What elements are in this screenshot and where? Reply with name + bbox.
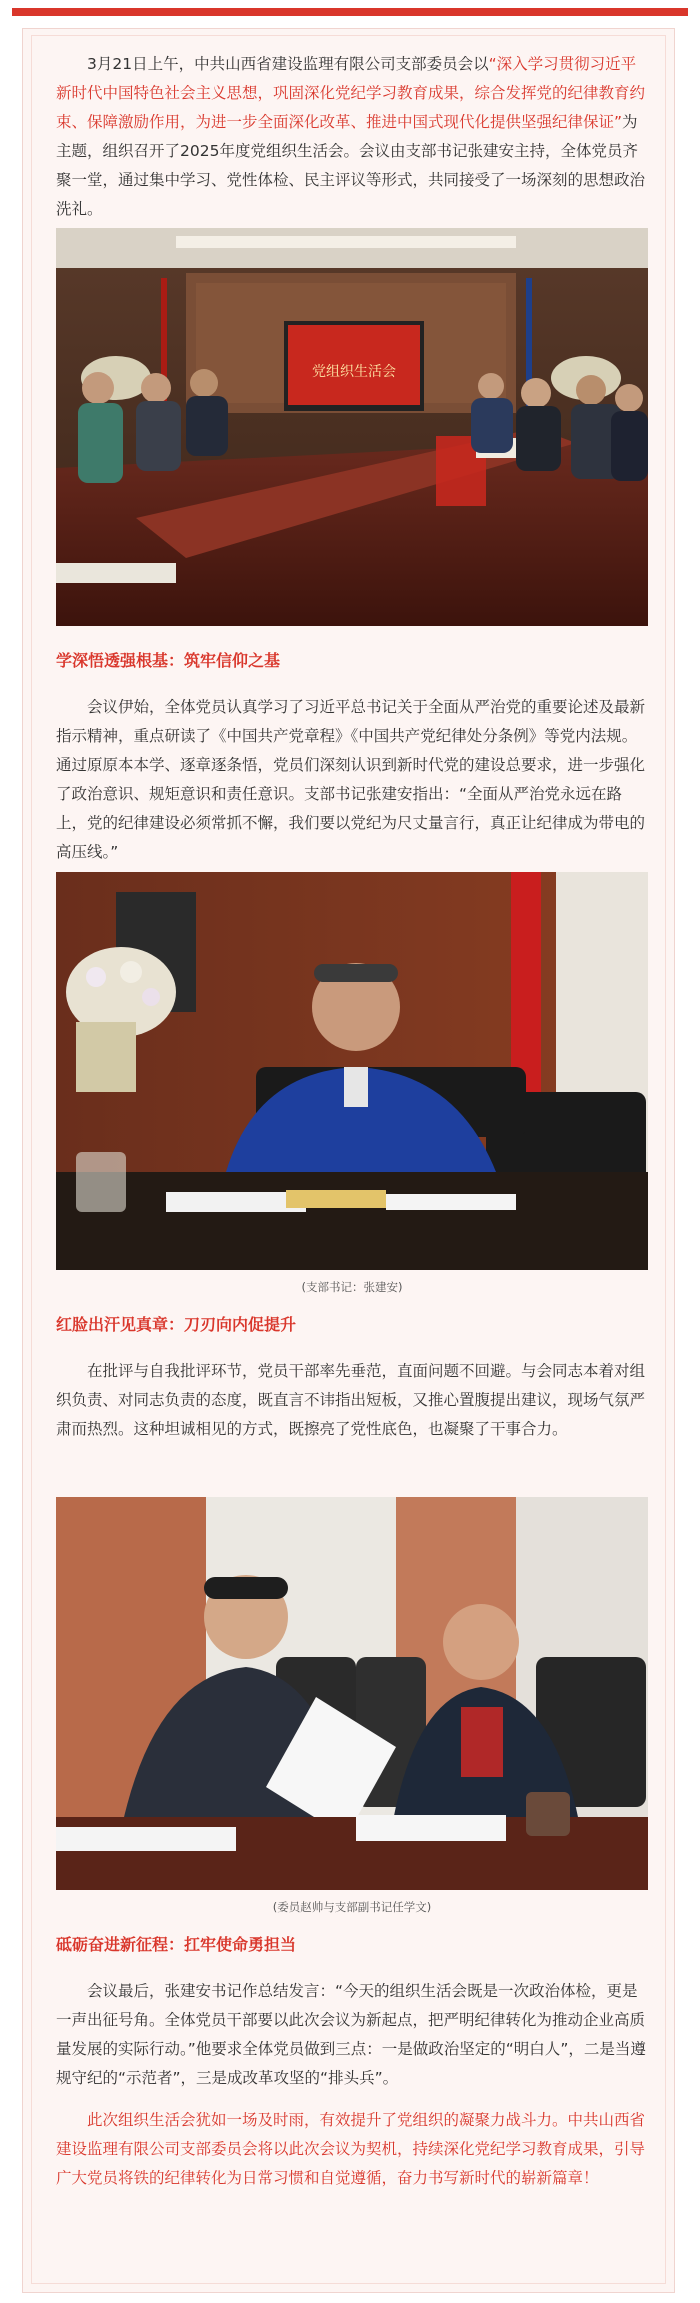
section3-heading: 砥砺奋进新征程：扛牢使命勇担当 bbox=[56, 1935, 297, 1954]
section2-heading: 红脸出汗见真章：刀刃向内促提升 bbox=[56, 1315, 297, 1334]
screen-title: 党组织生活会 bbox=[312, 364, 396, 380]
party-secretary-photo bbox=[56, 872, 648, 1270]
photo3-caption: (委员赵帅与支部副书记任学文) bbox=[272, 1900, 432, 1914]
section1-paragraph: 会议伊始，全体党员认真学习了习近平总书记关于全面从严治党的重要论述及最新指示精神，重点研读了《中国共产党章程》《中国共产党纪律处分条例》等党内法规。通过原原本本学、逐章逐条悟，党员们深刻认识到新时代党的建设总要求，进一步强化了政治意识、规矩意识和责任意识。支部书记张建安指出：“全面从严治党永远在路上，党的纪律建设必须常抓不懈，我们要以党纪为尺丈量言行，真正让纪律成为带电的高压线。” bbox=[56, 698, 646, 861]
intro-rest: 为主题，组织召开了2025年度党组织生活会。会议由支部书记张建安主持，全体党员齐聚一堂，通过集中学习、党性体检、民主评议等形式，共同接受了一场深刻的思想政治洗礼。 bbox=[56, 113, 646, 218]
photo2-caption: (支部书记：张建安) bbox=[301, 1280, 403, 1294]
intro-lead: 3月21日上午，中共山西省建设监理有限公司支部委员会以 bbox=[87, 55, 489, 73]
section3-paragraph: 会议最后，张建安书记作总结发言：“今天的组织生活会既是一次政治体检，更是一声出征号角。全体党员干部要以此次会议为新起点，把严明纪律转化为推动企业高质量发展的实际行动。”他要求全体党员做到三点：一是做政治坚定的“明白人”，二是当遵规守纪的“示范者”，三是成改革攻坚的“排头兵”。 bbox=[56, 1982, 646, 2087]
top-accent-bar bbox=[12, 8, 688, 16]
intro-paragraph bbox=[56, 50, 649, 224]
committee-members-photo bbox=[56, 1497, 648, 1890]
intro-theme: “深入学习贯彻习近平新时代中国特色社会主义思想，巩固深化党纪学习教育成果，综合发挥党的纪律教育约束、保障激励作用，为进一步全面深化改革、推进中国式现代化提供坚强纪律保证” bbox=[56, 55, 646, 131]
meeting-room-photo bbox=[56, 228, 648, 626]
closing-paragraph: 此次组织生活会犹如一场及时雨，有效提升了党组织的凝聚力战斗力。中共山西省建设监理有限公司支部委员会将以此次会议为契机，持续深化党纪学习教育成果，引导广大党员将铁的纪律转化为日常习惯和自觉遵循，奋力书写新时代的崭新篇章！ bbox=[56, 2111, 646, 2187]
section1-heading: 学深悟透强根基：筑牢信仰之基 bbox=[56, 651, 281, 670]
section2-paragraph: 在批评与自我批评环节，党员干部率先垂范，直面问题不回避。与会同志本着对组织负责、对同志负责的态度，既直言不讳指出短板，又推心置腹提出建议，现场气氛严肃而热烈。这种坦诚相见的方式，既擦亮了党性底色，也凝聚了干事合力。 bbox=[56, 1362, 646, 1438]
